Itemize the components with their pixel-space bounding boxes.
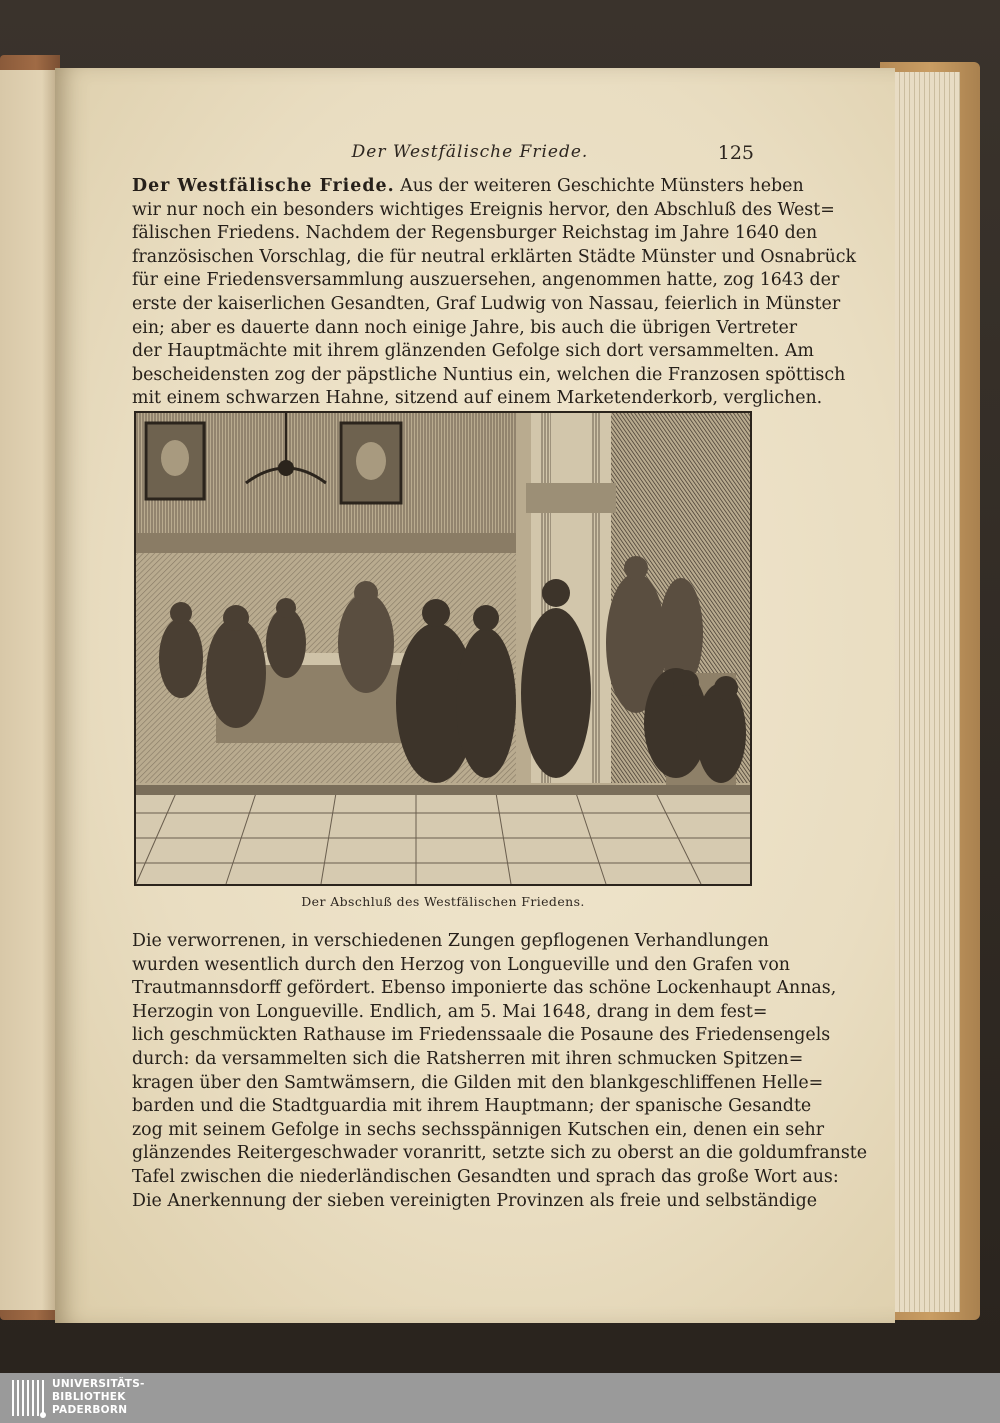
paragraph-line: erste der kaiserlichen Gesandten, Graf Ludwig von Nassau, feierlich in Münster	[132, 293, 841, 314]
paragraph-line: der Hauptmächte mit ihrem glänzenden Gefolge sich dort versammelten. Am	[132, 341, 814, 362]
paragraph-line: Tafel zwischen die niederländischen Gesandten und sprach das große Wort aus:	[132, 1166, 839, 1187]
engraving-illustration	[134, 411, 752, 886]
paragraph-line: glänzendes Reitergeschwader voranritt, setzte sich zu oberst an die goldumfranste	[132, 1143, 868, 1164]
facing-page-edge	[0, 70, 60, 1310]
library-name: UNIVERSITÄTS- BIBLIOTHEK PADERBORN	[52, 1378, 145, 1416]
running-head: Der Westfälische Friede.	[351, 142, 589, 162]
paragraph-line: barden und die Stadtguardia mit ihrem Hauptmann; der spanische Gesandte	[132, 1096, 812, 1117]
paragraph-line: wir nur noch ein besonders wichtiges Ereignis hervor, den Abschluß des West=	[132, 199, 835, 220]
paragraph-line: Die Anerkennung der sieben vereinigten Provinzen als freie und selbständige	[132, 1190, 817, 1211]
paragraph-line: bescheidensten zog der päpstliche Nuntius ein, welchen die Franzosen spöttisch	[132, 364, 846, 385]
figure-caption: Der Abschluß des Westfälischen Friedens.	[301, 894, 585, 909]
paragraph-line: ein; aber es dauerte dann noch einige Jahre, bis auch die übrigen Vertreter	[132, 317, 798, 338]
paragraph-line: französischen Vorschlag, die für neutral erklärten Städte Münster und Osnabrück	[132, 246, 857, 267]
paragraph-line: wurden wesentlich durch den Herzog von Longueville und den Grafen von	[132, 954, 790, 975]
library-footer-bar	[0, 1373, 1000, 1423]
section-heading: Der Westfälische Friede.	[132, 176, 395, 196]
paragraph-line: lich geschmückten Rathause im Friedenssaale die Posaune des Friedensengels	[132, 1025, 831, 1046]
paragraph-line: Herzogin von Longueville. Endlich, am 5. Mai 1648, drang in dem fest=	[132, 1001, 768, 1022]
paragraph-negotiations	[132, 930, 868, 1213]
paragraph-line: Die verworrenen, in verschiedenen Zungen gepflogenen Verhandlungen	[132, 931, 769, 951]
paragraph-line: fälischen Friedens. Nachdem der Regensburger Reichstag im Jahre 1640 den	[132, 223, 818, 244]
university-library-logo-icon	[10, 1377, 50, 1419]
engraving-drawing	[136, 413, 750, 884]
paragraph-line: mit einem schwarzen Hahne, sitzend auf einem Marketenderkorb, verglichen.	[132, 388, 823, 409]
paragraph-westphalian-peace	[132, 175, 857, 411]
paragraph-line: kragen über den Samtwämsern, die Gilden mit den blankgeschliffenen Helle=	[132, 1072, 824, 1093]
paragraph-line: durch: da versammelten sich die Ratsherren mit ihren schmucken Spitzen=	[132, 1048, 804, 1069]
paragraph-line: Trautmannsdorff gefördert. Ebenso imponierte das schöne Lockenhaupt Annas,	[132, 978, 837, 999]
page-number: 125	[717, 142, 754, 164]
paragraph-line: Der Westfälische Friede. Aus der weiteren Geschichte Münsters heben	[132, 176, 804, 196]
paragraph-line: für eine Friedensversammlung auszuersehen, angenommen hatte, zog 1643 der	[132, 270, 840, 291]
paragraph-line: zog mit seinem Gefolge in sechs sechsspännigen Kutschen ein, denen ein sehr	[132, 1119, 825, 1140]
